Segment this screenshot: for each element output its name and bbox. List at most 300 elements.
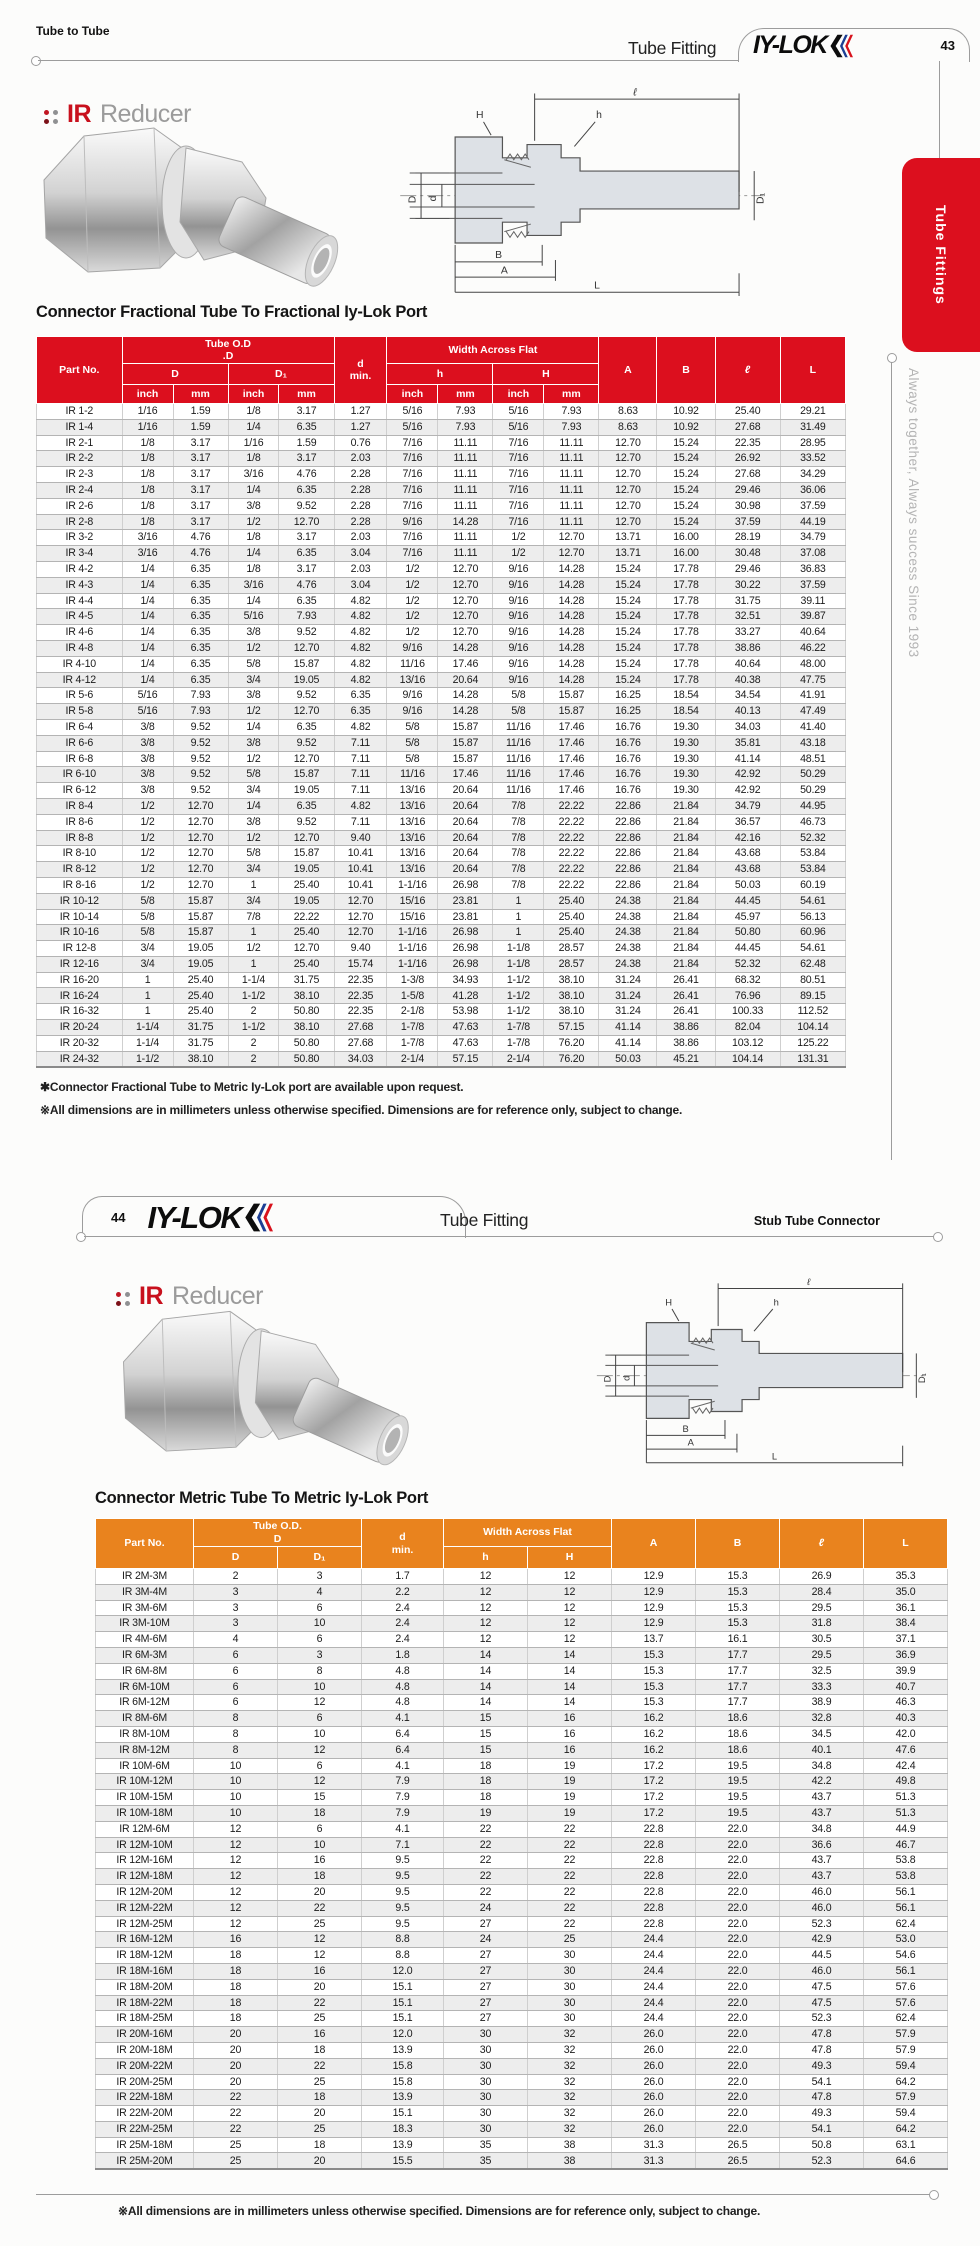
value-cell: 30	[444, 2027, 528, 2043]
value-cell: 4.82	[334, 656, 387, 672]
value-cell: 3/8	[122, 751, 173, 767]
value-cell: 26.92	[715, 451, 780, 467]
product-photo	[28, 118, 358, 298]
value-cell: 22.86	[599, 830, 657, 846]
value-cell: 1/8	[122, 435, 173, 451]
value-cell: 25	[194, 2137, 278, 2153]
value-cell: 6	[278, 1821, 362, 1837]
value-cell: 4.76	[173, 530, 228, 546]
value-cell: 7.93	[173, 688, 228, 704]
col-L: L	[864, 1519, 948, 1569]
value-cell: 15.8	[362, 2058, 444, 2074]
value-cell: 12.70	[334, 925, 387, 941]
value-cell: 15	[444, 1711, 528, 1727]
value-cell: 14	[444, 1647, 528, 1663]
value-cell: 22	[444, 1837, 528, 1853]
value-cell: 22.35	[334, 972, 387, 988]
value-cell: 62.48	[780, 956, 845, 972]
table-row	[96, 1853, 948, 1869]
value-cell: 22	[194, 2106, 278, 2122]
part-no-cell: IR 8-4	[37, 798, 123, 814]
value-cell: 1.8	[362, 1647, 444, 1663]
value-cell: 1-1/2	[493, 972, 544, 988]
value-cell: 1/2	[387, 577, 438, 593]
col-inch: inch	[228, 385, 279, 404]
value-cell: 13/16	[387, 783, 438, 799]
table-row	[96, 2153, 948, 2169]
value-cell: 22	[528, 1837, 612, 1853]
value-cell: 13.71	[599, 530, 657, 546]
table-row	[37, 1020, 846, 1036]
part-no-cell: IR 8-8	[37, 830, 123, 846]
value-cell: 2.4	[362, 1600, 444, 1616]
value-cell: 7.93	[173, 704, 228, 720]
value-cell: 1	[122, 1004, 173, 1020]
value-cell: 42.16	[715, 830, 780, 846]
value-cell: 17.78	[657, 625, 715, 641]
value-cell: 12.70	[438, 625, 493, 641]
value-cell: 1/8	[122, 482, 173, 498]
value-cell: 26.41	[657, 972, 715, 988]
value-cell: 26.0	[612, 2042, 696, 2058]
value-cell: 15.24	[599, 625, 657, 641]
value-cell: 18	[278, 2137, 362, 2153]
value-cell: 16.2	[612, 1742, 696, 1758]
value-cell: 12	[194, 1853, 278, 1869]
value-cell: 28.95	[780, 435, 845, 451]
value-cell: 3/16	[228, 467, 279, 483]
value-cell: 47.6	[864, 1742, 948, 1758]
col-tube-od-line2: .D	[222, 350, 234, 362]
value-cell: 3/8	[228, 498, 279, 514]
value-cell: 9.5	[362, 1884, 444, 1900]
value-cell: 41.91	[780, 688, 845, 704]
value-cell: 22.0	[696, 1869, 780, 1885]
value-cell: 1-1/2	[228, 1020, 279, 1036]
value-cell: 1-1/16	[387, 956, 438, 972]
section-title-text-2: Reducer	[172, 1282, 263, 1310]
value-cell: 7/16	[387, 435, 438, 451]
value-cell: 53.98	[438, 1004, 493, 1020]
value-cell: 12.70	[599, 498, 657, 514]
value-cell: 15.3	[696, 1600, 780, 1616]
value-cell: 1/8	[122, 467, 173, 483]
table-row	[96, 1963, 948, 1979]
value-cell: 4.82	[334, 640, 387, 656]
value-cell: 17.7	[696, 1679, 780, 1695]
value-cell: 11/16	[493, 735, 544, 751]
value-cell: 6.35	[173, 561, 228, 577]
col-d-min-line1: d	[399, 1531, 406, 1544]
value-cell: 16.76	[599, 751, 657, 767]
part-no-cell: IR 16-32	[37, 1004, 123, 1020]
metric-table-head	[96, 1519, 948, 1569]
value-cell: 56.1	[864, 1963, 948, 1979]
value-cell: 8.63	[599, 419, 657, 435]
value-cell: 5/8	[228, 656, 279, 672]
value-cell: 26.9	[780, 1569, 864, 1585]
value-cell: 38.10	[544, 988, 599, 1004]
value-cell: 1-1/4	[122, 1020, 173, 1036]
page-number-2: 44	[111, 1210, 126, 1225]
part-no-cell: IR 3-2	[37, 530, 123, 546]
value-cell: 19	[528, 1774, 612, 1790]
value-cell: 5/8	[228, 767, 279, 783]
value-cell: 11.11	[438, 530, 493, 546]
table-row	[96, 2106, 948, 2122]
value-cell: 7.9	[362, 1805, 444, 1821]
value-cell: 15.87	[438, 735, 493, 751]
value-cell: 19.30	[657, 767, 715, 783]
value-cell: 22.35	[715, 435, 780, 451]
value-cell: 42.0	[864, 1726, 948, 1742]
value-cell: 19.05	[279, 672, 334, 688]
value-cell: 2.03	[334, 451, 387, 467]
value-cell: 1/2	[122, 846, 173, 862]
part-no-cell: IR 5-8	[37, 704, 123, 720]
part-no-cell: IR 4-8	[37, 640, 123, 656]
table-row	[96, 1726, 948, 1742]
value-cell: 38.86	[657, 1035, 715, 1051]
running-head-left: Tube to Tube	[36, 24, 110, 38]
table-row	[37, 1004, 846, 1020]
part-no-cell: IR 12M-20M	[96, 1884, 194, 1900]
value-cell: 5/8	[387, 751, 438, 767]
value-cell: 12.70	[334, 893, 387, 909]
col-B: B	[657, 337, 715, 404]
value-cell: 125.22	[780, 1035, 845, 1051]
header-logo-tab-2	[82, 1196, 466, 1238]
value-cell: 22.8	[612, 1853, 696, 1869]
table-row	[37, 972, 846, 988]
value-cell: 1	[228, 877, 279, 893]
value-cell: 3/16	[122, 530, 173, 546]
value-cell: 7/8	[493, 798, 544, 814]
value-cell: 3.17	[173, 435, 228, 451]
value-cell: 53.84	[780, 862, 845, 878]
value-cell: 1/8	[122, 498, 173, 514]
value-cell: 36.57	[715, 814, 780, 830]
value-cell: 38	[528, 2137, 612, 2153]
value-cell: 76.96	[715, 988, 780, 1004]
value-cell: 9/16	[493, 561, 544, 577]
value-cell: 11.11	[438, 467, 493, 483]
value-cell: 33.52	[780, 451, 845, 467]
value-cell: 16	[278, 1963, 362, 1979]
value-cell: 1/2	[228, 941, 279, 957]
value-cell: 64.2	[864, 2074, 948, 2090]
value-cell: 9/16	[387, 688, 438, 704]
value-cell: 53.8	[864, 1869, 948, 1885]
dim-A-label: A	[687, 1436, 694, 1448]
value-cell: 3/4	[228, 862, 279, 878]
value-cell: 1-3/8	[387, 972, 438, 988]
value-cell: 9.5	[362, 1916, 444, 1932]
table-row	[37, 735, 846, 751]
value-cell: 39.87	[780, 609, 845, 625]
value-cell: 21.84	[657, 798, 715, 814]
value-cell: 7.11	[334, 767, 387, 783]
footnote-dimensions-2: ※All dimensions are in millimeters unless otherwise specified. Dimensions are for reference only, subject to change.	[118, 2204, 761, 2218]
table-row	[37, 609, 846, 625]
value-cell: 54.1	[780, 2074, 864, 2090]
value-cell: 9/16	[387, 640, 438, 656]
line-end-circle	[929, 2190, 939, 2200]
value-cell: 40.3	[864, 1711, 948, 1727]
value-cell: 11.11	[544, 498, 599, 514]
value-cell: 16	[528, 1726, 612, 1742]
value-cell: 27	[444, 2011, 528, 2027]
table-row	[37, 467, 846, 483]
value-cell: 1	[493, 909, 544, 925]
value-cell: 3.04	[334, 577, 387, 593]
value-cell: 1/4	[228, 482, 279, 498]
value-cell: 1-1/2	[493, 1004, 544, 1020]
value-cell: 36.83	[780, 561, 845, 577]
value-cell: 17.46	[438, 656, 493, 672]
col-tube-od-line1: Tube O.D.	[253, 1520, 302, 1533]
value-cell: 16	[528, 1742, 612, 1758]
part-no-cell: IR 10M-6M	[96, 1758, 194, 1774]
value-cell: 10.41	[334, 862, 387, 878]
value-cell: 25	[278, 2121, 362, 2137]
col-width-across-flat: Width Across Flat	[444, 1519, 612, 1547]
part-no-cell: IR 10-12	[37, 893, 123, 909]
value-cell: 12.70	[438, 593, 493, 609]
value-cell: 1-1/2	[493, 988, 544, 1004]
value-cell: 8.8	[362, 1948, 444, 1964]
value-cell: 10	[278, 1726, 362, 1742]
value-cell: 23.81	[438, 909, 493, 925]
value-cell: 7/16	[387, 467, 438, 483]
value-cell: 54.61	[780, 941, 845, 957]
dim-D-label: D	[407, 195, 419, 204]
value-cell: 6.35	[279, 798, 334, 814]
value-cell: 1.59	[173, 419, 228, 435]
value-cell: 11/16	[387, 656, 438, 672]
value-cell: 30	[528, 1948, 612, 1964]
value-cell: 22.22	[544, 846, 599, 862]
value-cell: 22	[528, 1884, 612, 1900]
dim-l-label: ℓ	[633, 87, 637, 99]
line-end-circle	[933, 1232, 943, 1242]
value-cell: 3	[194, 1616, 278, 1632]
value-cell: 15.5	[362, 2153, 444, 2169]
value-cell: 16.2	[612, 1726, 696, 1742]
value-cell: 26.41	[657, 988, 715, 1004]
value-cell: 7/16	[493, 451, 544, 467]
value-cell: 1-1/16	[387, 941, 438, 957]
value-cell: 7/16	[493, 435, 544, 451]
value-cell: 21.84	[657, 941, 715, 957]
value-cell: 12.0	[362, 2027, 444, 2043]
value-cell: 9.52	[279, 688, 334, 704]
value-cell: 32	[528, 2106, 612, 2122]
value-cell: 22	[528, 1821, 612, 1837]
value-cell: 34.79	[715, 798, 780, 814]
value-cell: 7.93	[438, 419, 493, 435]
value-cell: 7/8	[493, 846, 544, 862]
value-cell: 59.4	[864, 2106, 948, 2122]
table-row	[96, 1600, 948, 1616]
value-cell: 76.20	[544, 1051, 599, 1067]
value-cell: 37.1	[864, 1632, 948, 1648]
value-cell: 19.5	[696, 1805, 780, 1821]
value-cell: 22.8	[612, 1837, 696, 1853]
value-cell: 17.7	[696, 1647, 780, 1663]
value-cell: 1/4	[122, 656, 173, 672]
value-cell: 17.78	[657, 593, 715, 609]
value-cell: 50.80	[279, 1035, 334, 1051]
value-cell: 18	[278, 2042, 362, 2058]
value-cell: 15.24	[599, 609, 657, 625]
value-cell: 18	[278, 1805, 362, 1821]
value-cell: 15.24	[657, 451, 715, 467]
value-cell: 50.03	[715, 877, 780, 893]
value-cell: 1	[228, 925, 279, 941]
value-cell: 52.3	[780, 2011, 864, 2027]
value-cell: 6.35	[279, 546, 334, 562]
value-cell: 26.98	[438, 877, 493, 893]
value-cell: 1.59	[279, 435, 334, 451]
value-cell: 17.78	[657, 577, 715, 593]
value-cell: 25.40	[544, 909, 599, 925]
part-no-cell: IR 20M-22M	[96, 2058, 194, 2074]
fractional-table-body	[37, 404, 846, 1068]
value-cell: 10	[194, 1790, 278, 1806]
value-cell: 38.10	[544, 972, 599, 988]
value-cell: 14	[444, 1663, 528, 1679]
value-cell: 6.35	[279, 419, 334, 435]
value-cell: 31.24	[599, 972, 657, 988]
value-cell: 1/8	[228, 404, 279, 420]
table-row	[96, 1948, 948, 1964]
col-inch: inch	[493, 385, 544, 404]
value-cell: 5/16	[387, 404, 438, 420]
value-cell: 1-1/16	[387, 877, 438, 893]
value-cell: 38.10	[279, 1020, 334, 1036]
header-rule-2	[84, 1236, 936, 1237]
value-cell: 1/2	[228, 751, 279, 767]
value-cell: 10.92	[657, 419, 715, 435]
value-cell: 25.40	[173, 988, 228, 1004]
value-cell: 21.84	[657, 877, 715, 893]
table-row	[37, 909, 846, 925]
value-cell: 5/8	[493, 688, 544, 704]
value-cell: 10.41	[334, 877, 387, 893]
col-tube-od	[194, 1519, 362, 1547]
value-cell: 10	[278, 1616, 362, 1632]
value-cell: 8	[278, 1663, 362, 1679]
part-no-cell: IR 18M-12M	[96, 1948, 194, 1964]
value-cell: 41.14	[715, 751, 780, 767]
value-cell: 8.8	[362, 1932, 444, 1948]
value-cell: 31.49	[780, 419, 845, 435]
part-no-cell: IR 6M-10M	[96, 1679, 194, 1695]
value-cell: 57.15	[544, 1020, 599, 1036]
value-cell: 14.28	[544, 609, 599, 625]
part-no-cell: IR 12M-18M	[96, 1869, 194, 1885]
table-row	[37, 672, 846, 688]
value-cell: 37.59	[715, 514, 780, 530]
value-cell: 12	[444, 1569, 528, 1585]
value-cell: 22.0	[696, 1821, 780, 1837]
value-cell: 49.3	[780, 2106, 864, 2122]
value-cell: 22.0	[696, 2058, 780, 2074]
value-cell: 20.64	[438, 846, 493, 862]
value-cell: 12	[278, 1774, 362, 1790]
value-cell: 7.9	[362, 1790, 444, 1806]
value-cell: 22.35	[334, 1004, 387, 1020]
value-cell: 18.54	[657, 704, 715, 720]
value-cell: 31.75	[715, 593, 780, 609]
value-cell: 42.9	[780, 1932, 864, 1948]
value-cell: 9.52	[279, 735, 334, 751]
value-cell: 2-1/4	[493, 1051, 544, 1067]
value-cell: 12	[528, 1584, 612, 1600]
part-no-cell: IR 6-12	[37, 783, 123, 799]
value-cell: 15.24	[599, 656, 657, 672]
col-L: L	[780, 337, 845, 404]
value-cell: 29.46	[715, 482, 780, 498]
value-cell: 23.81	[438, 893, 493, 909]
value-cell: 43.68	[715, 846, 780, 862]
table-row	[37, 719, 846, 735]
value-cell: 8	[194, 1711, 278, 1727]
value-cell: 12.70	[279, 514, 334, 530]
value-cell: 1/4	[122, 561, 173, 577]
value-cell: 37.59	[780, 577, 845, 593]
value-cell: 31.24	[599, 988, 657, 1004]
value-cell: 30	[444, 2058, 528, 2074]
value-cell: 25	[278, 2011, 362, 2027]
value-cell: 25.40	[173, 1004, 228, 1020]
value-cell: 16.76	[599, 783, 657, 799]
part-no-cell: IR 3M-4M	[96, 1584, 194, 1600]
value-cell: 20	[194, 2027, 278, 2043]
value-cell: 16	[528, 1711, 612, 1727]
value-cell: 19	[528, 1790, 612, 1806]
value-cell: 5/8	[122, 925, 173, 941]
table-row	[37, 419, 846, 435]
value-cell: 19.5	[696, 1774, 780, 1790]
value-cell: 7/8	[493, 814, 544, 830]
value-cell: 27.68	[334, 1020, 387, 1036]
value-cell: 3/8	[228, 735, 279, 751]
value-cell: 18	[194, 1948, 278, 1964]
part-no-cell: IR 10M-18M	[96, 1805, 194, 1821]
value-cell: 25.40	[715, 404, 780, 420]
line-end-circle	[31, 56, 41, 66]
value-cell: 46.22	[780, 640, 845, 656]
value-cell: 49.3	[780, 2058, 864, 2074]
value-cell: 15.24	[657, 435, 715, 451]
col-D: D	[122, 364, 228, 385]
part-no-cell: IR 6-10	[37, 767, 123, 783]
table-row	[96, 1979, 948, 1995]
value-cell: 3.04	[334, 546, 387, 562]
value-cell: 30	[444, 2106, 528, 2122]
value-cell: 41.28	[438, 988, 493, 1004]
footer-rule	[36, 2194, 932, 2195]
value-cell: 25.40	[173, 972, 228, 988]
value-cell: 6.35	[279, 593, 334, 609]
part-no-cell: IR 18M-25M	[96, 2011, 194, 2027]
value-cell: 4.8	[362, 1663, 444, 1679]
value-cell: 6	[278, 1632, 362, 1648]
value-cell: 25.40	[279, 956, 334, 972]
value-cell: 27.68	[334, 1035, 387, 1051]
